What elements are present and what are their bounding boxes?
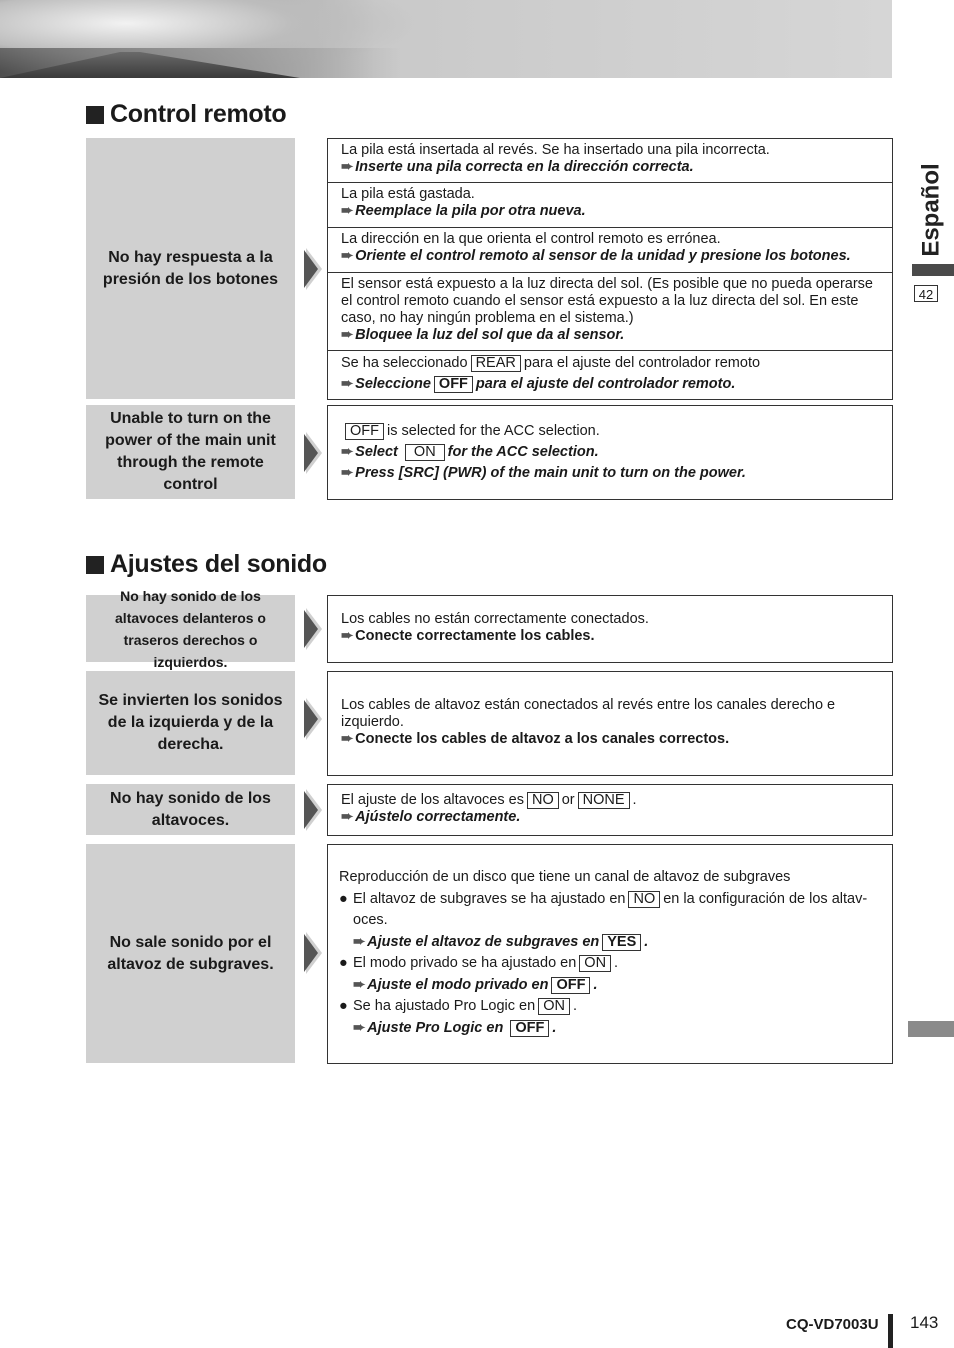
arrow-right-icon [304,789,322,831]
side-marker [908,1021,954,1037]
cause-text: El sensor está expuesto a la luz directa del sol. (Es posible que no pueda operarse el control remoto cuando el sensor está expuesto a la luz directa del sol. En este caso, no hay ningún problema en el sistema.) [341,276,873,326]
solution-text: ➨ Conecte los cables de altavoz a los canales correctos. [341,731,730,747]
issue-text: No hay sonido de los altavoces delanteros o traseros derechos o izquierdos. [115,587,266,670]
key-label: YES [602,934,641,951]
cause-row [328,273,892,351]
cause-text: La pila está insertada al revés. Se ha insertado una pila incorrecta. [341,142,770,158]
page-number: 143 [910,1313,939,1332]
solution-text: ➨ Reemplace la pila por otra nueva. [341,203,586,219]
key-label: OFF [551,977,590,994]
square-bullet-icon [86,106,104,124]
arrow-right-icon [304,432,322,474]
solution-text: ➨ Ajuste el modo privado en OFF . [353,976,598,993]
cause-row [328,406,892,488]
key-label: NO [628,891,660,908]
issue-text: No sale sonido por el altavoz de subgraves. [107,933,274,973]
language-tab [912,160,954,276]
cause-row [328,139,892,183]
causes-box-sound-1 [327,671,893,776]
cause-text: Los cables no están correctamente conectados. [341,611,649,627]
section-number-badge: 42 [914,285,938,302]
issue-no-front-rear [86,587,295,670]
causes-box-remote [327,138,893,400]
issue-text: No hay sonido de los altavoces. [110,789,271,829]
cause-row [328,351,892,399]
issue-text: No hay respuesta a la presión de los botones [102,248,279,288]
list-item: ● El modo privado se ha ajustado en ON . [339,955,619,971]
cause-row [328,785,892,830]
issue-reversed-sound [86,671,295,775]
cause-text: La dirección en la que orienta el control remoto es errónea. [341,231,721,247]
section-title-text: Control remoto [110,100,287,128]
list-item: ● El altavoz de subgraves se ha ajustado en NO en la configuración de los altav-oces. [339,890,868,928]
arrow-right-icon [304,698,322,740]
cause-text: Los cables de altavoz están conectados al revés entre los canales derecho e izquierdo. [341,697,836,730]
causes-box-acc [327,405,893,500]
cause-row [328,845,892,1043]
key-label: OFF [434,376,473,393]
cause-row [328,672,892,752]
key-label: ON [405,444,445,461]
issue-no-speaker-sound [86,784,295,835]
issue-no-subwoofer [86,844,295,1063]
solution-text: ➨ Seleccione OFF para el ajuste del controlador remoto. [341,376,736,392]
causes-box-sound-2 [327,784,893,836]
section-title-sound [86,550,327,579]
solution-text: ➨ Conecte correctamente los cables. [341,628,595,644]
cause-text: OFF is selected for the ACC selection. [341,421,886,442]
cause-row [328,228,892,273]
arrow-right-icon [304,932,322,974]
solution-text: ➨ Select ON for the ACC selection. [341,444,599,460]
issue-acc-power [86,405,295,499]
solution-text: ➨ Inserte una pila correcta en la dirección correcta. [341,159,694,175]
cause-text: Se ha seleccionado REAR para el ajuste del controlador remoto [341,355,761,371]
solution-text: ➨ Ajuste Pro Logic en OFF . [353,1019,557,1036]
model-number: CQ-VD7003U [786,1316,879,1333]
issue-no-response [86,138,295,399]
causes-box-sound-3 [327,844,893,1064]
cause-text: La pila está gastada. [341,186,475,202]
key-label: REAR [471,355,521,372]
header-banner-image [0,0,892,78]
issue-text: Se invierten los sonidos de la izquierda y de la derecha. [98,692,283,753]
key-label: ON [579,955,611,972]
list-item: ● Se ha ajustado Pro Logic en ON . [339,998,577,1014]
key-label: OFF [510,1020,549,1037]
key-label: OFF [345,423,384,440]
key-label: ON [538,998,570,1015]
causes-box-sound-0 [327,595,893,663]
issue-text: Unable to turn on the power of the main unit through the remote control [105,410,276,493]
solution-text: ➨ Ajústelo correctamente. [341,809,521,825]
cause-row [328,183,892,228]
solution-text: ➨ Press [SRC] (PWR) of the main unit to turn on the power. [341,465,746,481]
solution-text: ➨ Bloquee la luz del sol que da al sensor. [341,327,625,343]
cause-row [328,596,892,649]
footer-divider [888,1314,893,1348]
section-title-remote [86,100,286,129]
key-label: NONE [578,792,630,809]
language-tab-bar [912,264,954,276]
cause-text: Reproducción de un disco que tiene un canal de altavoz de subgraves [339,869,791,885]
arrow-right-icon [304,248,322,290]
section-title-text: Ajustes del sonido [110,550,327,578]
solution-text: ➨ Ajuste el altavoz de subgraves en YES . [353,933,649,950]
key-label: NO [527,792,559,809]
square-bullet-icon [86,556,104,574]
language-label: Español [918,163,946,257]
solution-text: ➨ Oriente el control remoto al sensor de la unidad y presione los botones. [341,248,851,264]
cause-text: El ajuste de los altavoces es NO or NONE . [341,792,637,808]
arrow-right-icon [304,608,322,650]
